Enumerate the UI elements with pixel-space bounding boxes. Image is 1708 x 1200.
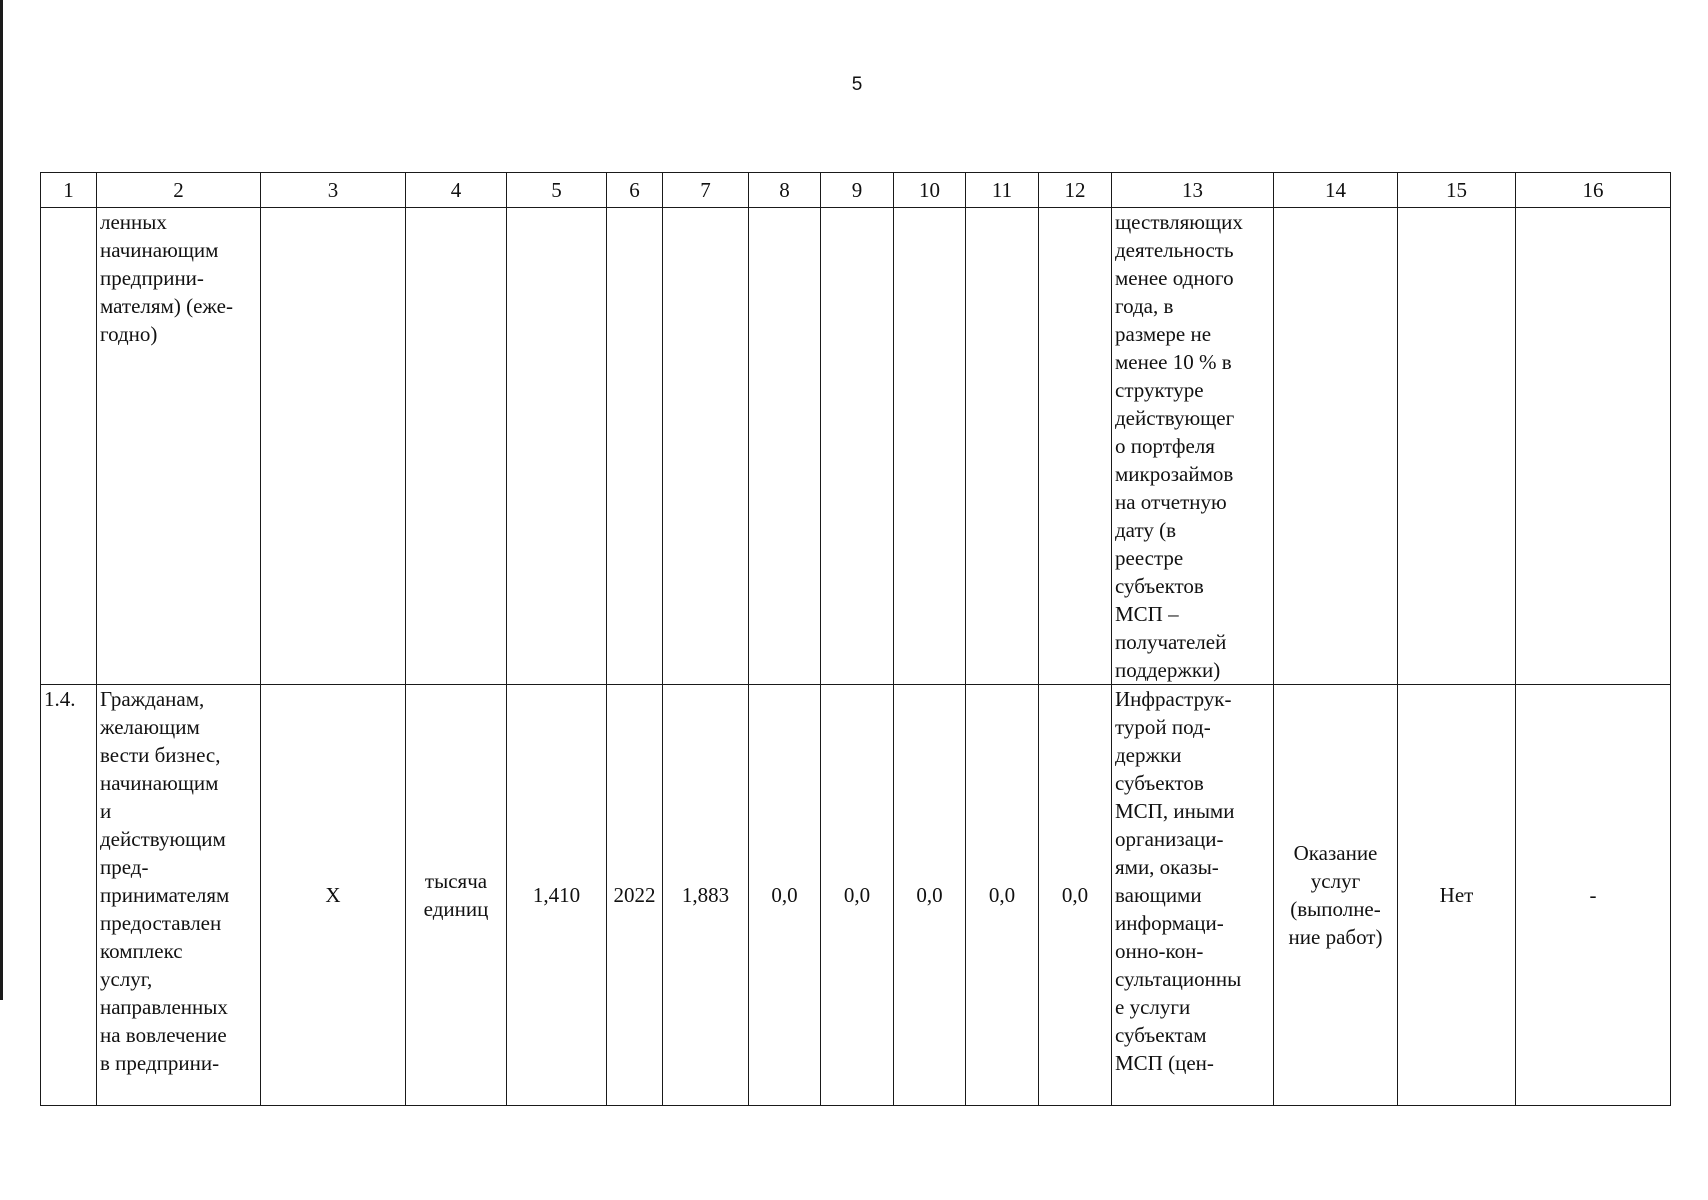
value-cell: 0,0	[749, 685, 821, 1106]
value-cell: 1,883	[663, 685, 749, 1106]
empty-cell	[1516, 208, 1671, 685]
value-cell: 0,0	[894, 685, 966, 1106]
table-header-row	[41, 173, 1671, 208]
column-header: 6	[607, 173, 663, 208]
flag-cell: Нет	[1398, 685, 1516, 1106]
empty-cell	[966, 208, 1039, 685]
responsible-cell: Инфраструк- турой под- держки субъектов МСП, иными организаци- ями, оказы- вающими информаци- онно-кон- сультационны е услуги субъектам МСП (цен-	[1112, 685, 1274, 1106]
empty-cell	[749, 208, 821, 685]
base-value-cell: 1,410	[507, 685, 607, 1106]
page-number: 5	[851, 74, 863, 95]
column-header: 2	[97, 173, 261, 208]
column-header: 4	[406, 173, 507, 208]
note-cell: -	[1516, 685, 1671, 1106]
column-header: 8	[749, 173, 821, 208]
empty-cell	[507, 208, 607, 685]
unit-cell: тысяча единиц	[406, 685, 507, 1106]
column-header: 10	[894, 173, 966, 208]
row-number-cell: 1.4.	[41, 685, 97, 1106]
column-header: 15	[1398, 173, 1516, 208]
column-header: 1	[41, 173, 97, 208]
type-cell: Оказание услуг (выполне- ние работ)	[1274, 685, 1398, 1106]
empty-cell	[1398, 208, 1516, 685]
indicator-name-cell: Гражданам, желающим вести бизнес, начинающим и действующим пред- принимателям предоставлен комплекс услуг, направленных на вовлечение в предприни-	[97, 685, 261, 1106]
indicator-name-cell: ленных начинающим предприни- мателям) (еже- годно)	[97, 208, 261, 685]
column-header: 14	[1274, 173, 1398, 208]
empty-cell	[607, 208, 663, 685]
empty-cell	[663, 208, 749, 685]
column-header: 11	[966, 173, 1039, 208]
column-header: 7	[663, 173, 749, 208]
column-header: 9	[821, 173, 894, 208]
document-table	[40, 172, 1671, 1106]
empty-cell	[821, 208, 894, 685]
value-cell: 0,0	[966, 685, 1039, 1106]
col3-cell: X	[261, 685, 406, 1106]
empty-cell	[894, 208, 966, 685]
empty-cell	[261, 208, 406, 685]
empty-cell	[1274, 208, 1398, 685]
column-header: 16	[1516, 173, 1671, 208]
responsible-cell: ществляющих деятельность менее одного года, в размере не менее 10 % в структуре действующег о портфеля микрозаймов на отчетную дату (в реестре субъектов МСП – получателей поддержки)	[1112, 208, 1274, 685]
row-number-cell	[41, 208, 97, 685]
column-header: 3	[261, 173, 406, 208]
table-row-continuation	[41, 208, 1671, 685]
base-year-cell: 2022	[607, 685, 663, 1106]
empty-cell	[1039, 208, 1112, 685]
table-row-1-4	[41, 685, 1671, 1106]
column-header: 5	[507, 173, 607, 208]
empty-cell	[406, 208, 507, 685]
value-cell: 0,0	[821, 685, 894, 1106]
page-left-edge	[0, 0, 3, 1000]
value-cell: 0,0	[1039, 685, 1112, 1106]
column-header: 13	[1112, 173, 1274, 208]
column-header: 12	[1039, 173, 1112, 208]
